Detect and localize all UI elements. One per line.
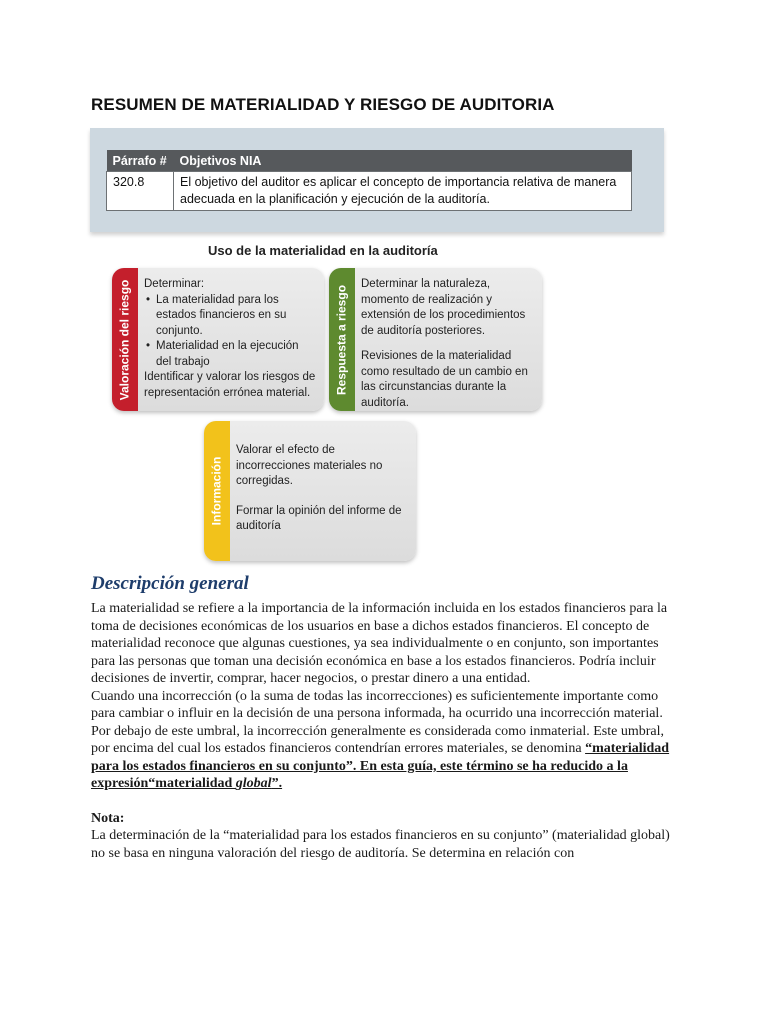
tab-information (204, 421, 230, 561)
term-italic: global (235, 776, 272, 791)
paragraph: Cuando una incorrección (o la suma de todas las incorrecciones) es suficientemente importante como para cambiar o influir en la decisión de una persona informada, ha ocurrido una incorrección material. (91, 688, 663, 721)
card-paragraph: Revisiones de la materialidad como resultado de un cambio en las circunstancias durante la auditoría. (361, 350, 528, 409)
tab-label: Información (209, 456, 224, 526)
description-body (91, 600, 681, 862)
header-objectives: Objetivos NIA (174, 150, 632, 172)
paragraph (91, 723, 681, 793)
list-item: • Materialidad en la ejecución del trabajo (156, 339, 316, 370)
list-item: • La materialidad para los estados financieros en su conjunto. (156, 293, 316, 340)
objective-text: El objetivo del auditor es aplicar el concepto de importancia relativa de manera adecuada en la planificación y ejecución de la auditoría. (174, 172, 632, 211)
section-title: Descripción general (91, 573, 249, 594)
nia-objectives-panel (90, 128, 664, 232)
card-paragraph: Formar la opinión del informe de auditoría (236, 504, 402, 532)
tab-label: Valoración del riesgo (117, 279, 132, 400)
card-risk-response (329, 268, 542, 411)
paragraph: La determinación de la “materialidad para los estados financieros en su conjunto” (materialidad global) no se basa en ninguna valoración del riesgo de auditoría. Se determina en relación con (91, 828, 670, 861)
card-information (204, 421, 416, 561)
nia-objectives-table (106, 150, 632, 211)
term-text: “materialidad para los estados financieros en su conjunto”. En esta guía, este término se ha reducido a la expresión“materialidad (91, 741, 670, 791)
card-outro: Identificar y valorar los riesgos de representación errónea material. (144, 371, 316, 399)
header-paragraph: Párrafo # (107, 150, 174, 172)
paragraph-number: 320.8 (107, 172, 174, 211)
card-paragraph: Valorar el efecto de incorrecciones materiales no corregidas. (236, 444, 383, 487)
paragraph-text: Por debajo de este umbral, la incorrección generalmente es considerada como inmaterial. Este umbral, por encima del cual los estados financieros contendrían errores materiales, se denomina (91, 723, 664, 756)
table-row (107, 172, 632, 211)
card-intro: Determinar: (144, 278, 205, 290)
card-risk-assessment (112, 268, 324, 411)
paragraph: La materialidad se refiere a la importancia de la información incluida en los estados financieros para la toma de decisiones económicas de los usuarios en base a dichos estados financieros. El concepto de materialidad reconoce que algunas cuestiones, ya sea individualmente o en conjunto, son importantes para las personas que toman una decisión económica en base a los estados financieros. Podría incluir decisiones de invertir, comprar, hacer negocios, o prestar dinero a una entidad. (91, 601, 668, 686)
diagram-title: Uso de la materialidad en la auditoría (208, 243, 438, 258)
tab-label: Respuesta a riesgo (334, 284, 349, 395)
card-paragraph: Determinar la naturaleza, momento de realización y extensión de los procedimientos de auditoría posteriores. (361, 278, 526, 337)
tab-risk-assessment (112, 268, 138, 411)
page-heading: RESUMEN DE MATERIALIDAD Y RIESGO DE AUDITORIA (91, 95, 555, 114)
card-bullets (144, 293, 316, 371)
term-end: ”. (271, 776, 283, 791)
tab-risk-response (329, 268, 355, 411)
note-label: Nota: (91, 810, 125, 826)
